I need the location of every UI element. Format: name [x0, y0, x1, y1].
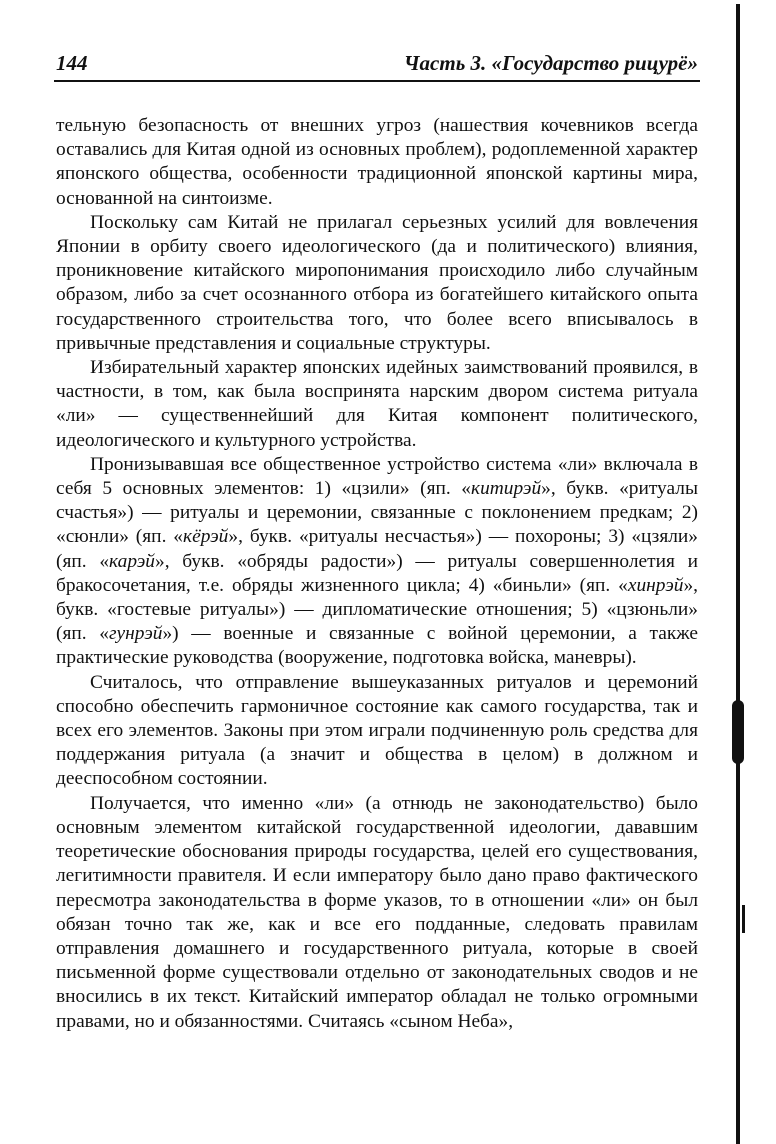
- japanese-term: кёрэй: [183, 526, 229, 548]
- paragraph-3: Избирательный характер японских идейных заимствований проявился, в частности, в том, как была воспринята нарским двором система ритуала «ли» — существеннейший для Китая компонент политического, идеологического и культурного устройства.: [56, 357, 698, 451]
- paragraph-li-elements: Пронизывавшая все общественное устройство система «ли» включала в себя 5 основных элементов: 1) «цзили» (яп. «китирэй», букв. «ритуалы счастья») — ритуалы и церемонии, связанные с поклонением предкам; 2) «сюнли» (яп. «кёрэй», букв. «ритуалы несчастья») — похороны; 3) «цзяли» (яп. «карэй», букв. «обряды радости») — ритуалы совершеннолетия и бракосочетания, т.е. обряды жизненного цикла; 4) «биньли» (яп. «хинрэй», букв. «гостевые ритуалы») — дипломатические отношения; 5) «цзюньли» (яп. «гунрэй») — военные и связанные с войной церемонии, а также практические руководства (вооружение, подготовка войска, маневры).: [56, 453, 699, 669]
- paragraph-5: Считалось, что отправление вышеуказанных ритуалов и церемоний способно обеспечить гармоничное состояние как самого государства, так и всех его элементов. Законы при этом играли подчиненную роль средства для поддержания ритуала (а значит и общества в целом) в должном и дееспособном состоянии.: [56, 671, 698, 790]
- japanese-term: карэй: [109, 550, 155, 572]
- scan-edge-mark: [742, 905, 745, 933]
- scan-edge-line: [736, 4, 740, 1144]
- paragraph-6: Получается, что именно «ли» (а отнюдь не законодательство) было основным элементом китайской государственной идеологии, дававшим теоретические обоснования природы государства, целей его существования, легитимности правителя. И если императору было дано право фактического пересмотра законодательства в форме указов, то в отношении «ли» он был обязан точно так же, как и все его подданные, следовать правилам отправления домашнего и государственного ритуала, которые в своей письменной форме существовали отдельно от законодательных сводов и не вносились в их текст. Китайский император обладал не только огромными правами, но и обязанностями. Считаясь «сыном Неба»,: [56, 792, 698, 1032]
- page-number: 144: [56, 51, 88, 75]
- japanese-term: хинрэй: [627, 574, 684, 596]
- running-title: Часть 3. «Государство рицурё»: [403, 51, 698, 75]
- paragraph-1: тельную безопасность от внешних угроз (нашествия кочевников всегда оставались для Китая одной из основных проблем), родоплеменной характер японского общества, особенности традиционной японской картины мира, основанной на синтоизме.: [56, 115, 698, 209]
- paragraph-2: Поскольку сам Китай не прилагал серьезных усилий для вовлечения Японии в орбиту своего идеологического (да и политического) влияния, проникновение китайского миропонимания происходило либо случайным образом, либо за счет осознанного отбора из богатейшего китайского опыта государственного строительства того, что более всего вписывалось в привычные представления и социальные структуры.: [56, 211, 698, 354]
- body-text: [56, 114, 698, 1034]
- header-rule: [54, 80, 700, 82]
- scan-edge-blot: [732, 700, 744, 764]
- running-head: [56, 46, 698, 76]
- japanese-term: гунрэй: [108, 623, 163, 645]
- japanese-term: китирэй: [471, 478, 542, 500]
